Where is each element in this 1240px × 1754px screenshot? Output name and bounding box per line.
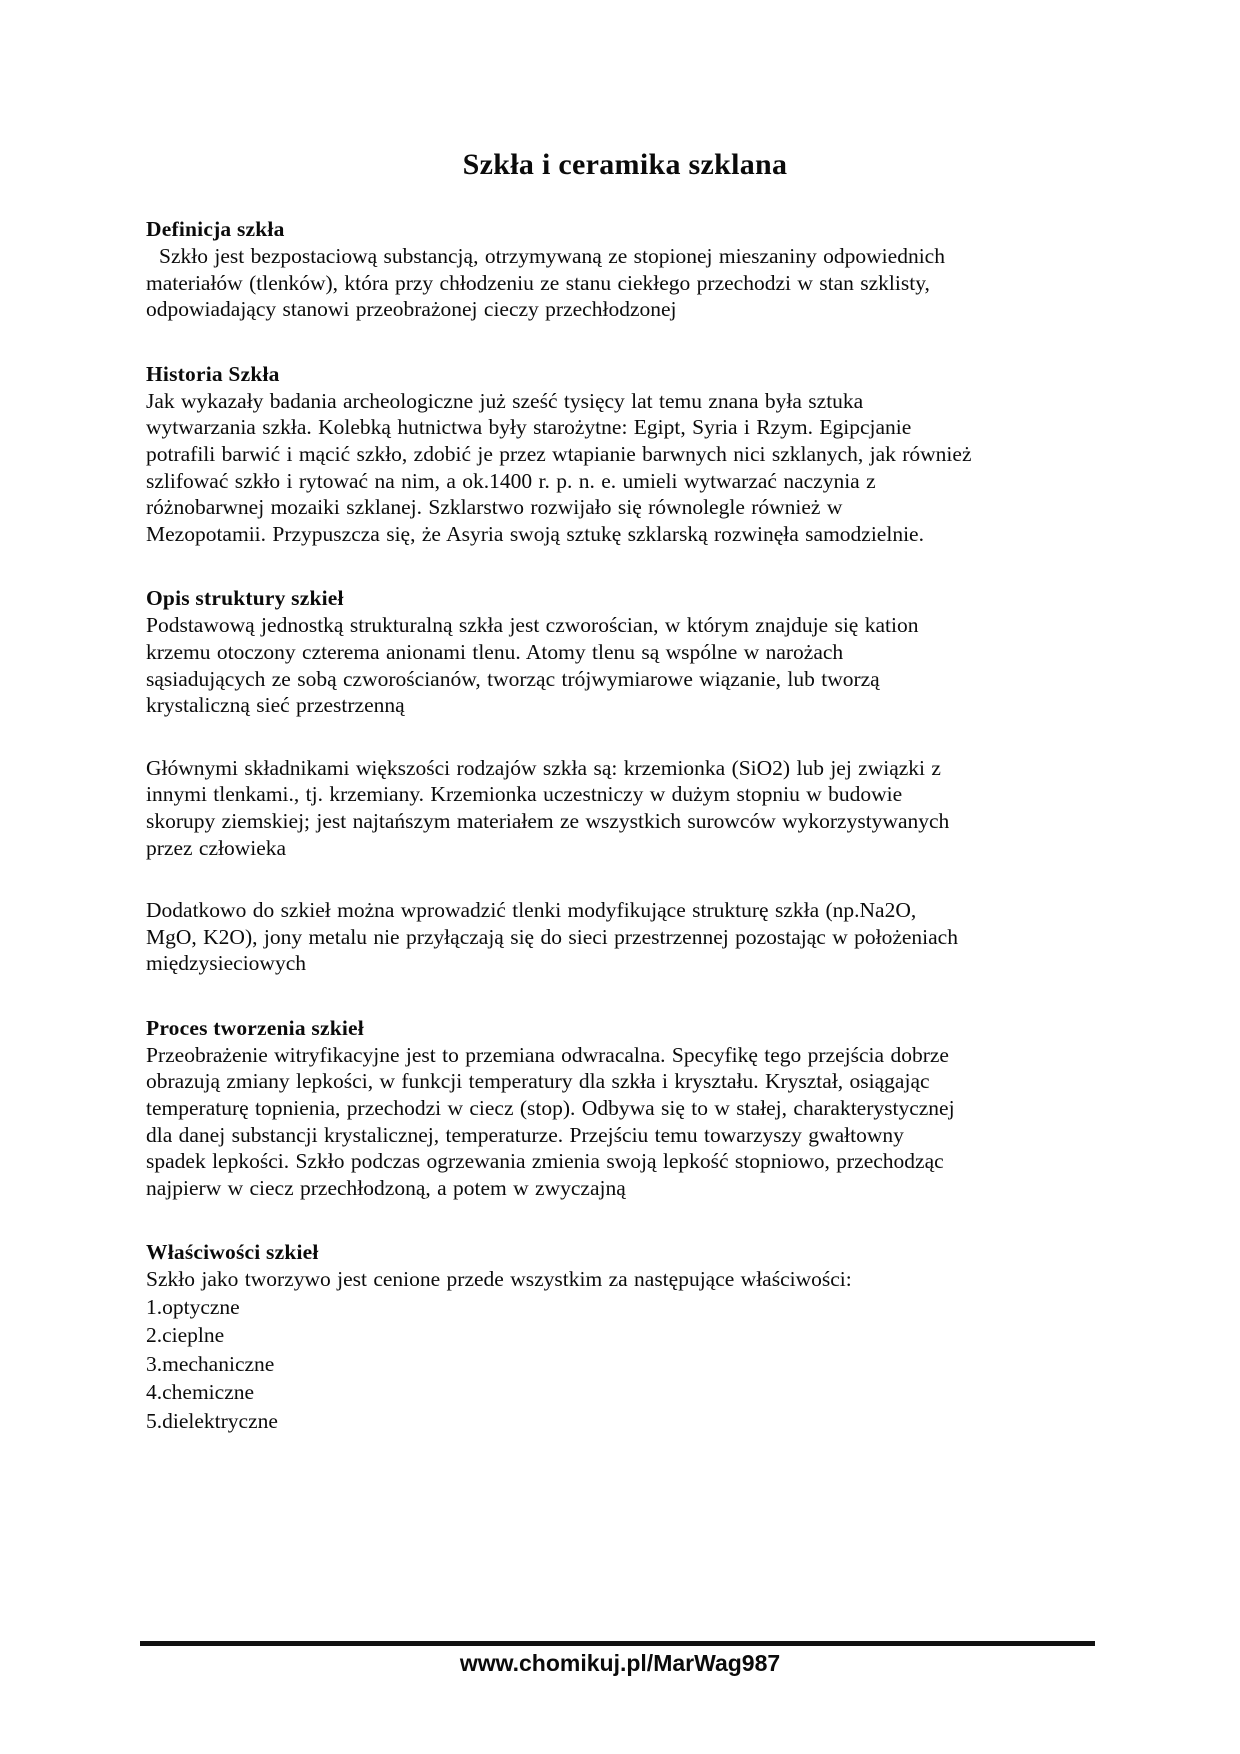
list-item: 2.cieplne <box>146 1323 225 1348</box>
section-definicja-szkla <box>146 216 1104 323</box>
paragraph <box>146 1266 1104 1293</box>
paragraph <box>146 388 1104 548</box>
section-historia-szkla <box>146 361 1104 548</box>
text-line: krzemu otoczony czterema anionami tlenu. Atomy tlenu są wspólne w narożach <box>146 639 844 664</box>
text-line: najpierw w ciecz przechłodzoną, a potem w zwyczajną <box>146 1175 626 1200</box>
section-heading: Właściwości szkieł <box>146 1240 319 1265</box>
text-line: Głównymi składnikami większości rodzajów szkła są: krzemionka (SiO2) lub jej związki z <box>146 755 941 780</box>
list-item: 3.mechaniczne <box>146 1351 275 1376</box>
text-line: Dodatkowo do szkieł można wprowadzić tlenki modyfikujące strukturę szkła (np.Na2O, <box>146 898 917 923</box>
footer-divider <box>140 1641 1095 1646</box>
text-line: Szkło jest bezpostaciową substancją, otrzymywaną ze stopionej mieszaniny odpowiednich <box>159 244 945 268</box>
text-line: Przeobrażenie witryfikacyjne jest to przemiana odwracalna. Specyfikę tego przejścia dobrze <box>146 1042 949 1067</box>
text-line: sąsiadujących ze sobą czworościanów, tworząc trójwymiarowe wiązanie, lub tworzą <box>146 666 880 691</box>
text-line: skorupy ziemskiej; jest najtańszym materiałem ze wszystkich surowców wykorzystywanych <box>146 808 950 833</box>
text-line: obrazują zmiany lepkości, w funkcji temperatury dla szkła i kryształu. Kryształ, osiągając <box>146 1069 930 1094</box>
list-item: 1.optyczne <box>146 1295 240 1320</box>
text-line: temperaturę topnienia, przechodzi w ciecz (stop). Odbywa się to w stałej, charakterystycznej <box>146 1096 955 1121</box>
page-title: Szkła i ceramika szklana <box>462 148 788 181</box>
list-item: 4.chemiczne <box>146 1380 255 1405</box>
text-line: Mezopotamii. Przypuszcza się, że Asyria swoją sztukę szklarską rozwinęła samodzielnie. <box>146 521 924 546</box>
section-heading: Proces tworzenia szkieł <box>146 1015 364 1040</box>
section-heading: Definicja szkła <box>146 217 285 241</box>
text-line: odpowiadający stanowi przeobrażonej cieczy przechłodzonej <box>146 297 677 322</box>
section-heading: Historia Szkła <box>146 361 280 386</box>
footer-url: www.chomikuj.pl/MarWag987 <box>459 1650 781 1676</box>
text-line: Podstawową jednostką strukturalną szkła jest czworościan, w którym znajduje się kation <box>146 613 919 638</box>
section-heading: Opis struktury szkieł <box>146 586 344 611</box>
paragraph <box>146 612 1104 718</box>
text-line: potrafili barwić i mącić szkło, zdobić je przez wtapianie barwnych nici szklanych, jak również <box>146 441 972 466</box>
paragraph <box>146 897 1104 977</box>
text-line: spadek lepkości. Szkło podczas ogrzewania zmienia swoją lepkość stopniowo, przechodząc <box>146 1149 944 1174</box>
text-line: krystaliczną sieć przestrzenną <box>146 693 405 718</box>
text-line: Jak wykazały badania archeologiczne już sześć tysięcy lat temu znana była sztuka <box>146 388 864 413</box>
document-page <box>146 146 1104 1435</box>
list-item: 5.dielektryczne <box>146 1408 278 1433</box>
section-opis-struktury <box>146 585 1104 977</box>
section-wlasciwosci <box>146 1239 1104 1435</box>
section-proces-tworzenia <box>146 1015 1104 1202</box>
paragraph <box>146 755 1104 861</box>
text-line: materiałów (tlenków), która przy chłodzeniu ze stanu ciekłego przechodzi w stan szklisty, <box>146 270 930 295</box>
text-line: innymi tlenkami., tj. krzemiany. Krzemionka uczestniczy w dużym stopniu w budowie <box>146 782 903 807</box>
text-line: MgO, K2O), jony metalu nie przyłączają się do sieci przestrzennej pozostając w położeniach <box>146 924 958 949</box>
properties-list <box>146 1293 1104 1435</box>
text-line: dla danej substancji krystalicznej, temperaturze. Przejściu temu towarzyszy gwałtowny <box>146 1122 904 1147</box>
paragraph <box>146 1042 1104 1202</box>
text-line: szlifować szkło i rytować na nim, a ok.1400 r. p. n. e. umieli wytwarzać naczynia z <box>146 468 876 493</box>
paragraph <box>146 243 1104 323</box>
text-line: przez człowieka <box>146 835 287 860</box>
text-line: wytwarzania szkła. Kolebką hutnictwa były starożytne: Egipt, Syria i Rzym. Egipcjanie <box>146 415 912 440</box>
text-line: Szkło jako tworzywo jest cenione przede wszystkim za następujące właściwości: <box>146 1267 852 1292</box>
text-line: różnobarwnej mozaiki szklanej. Szklarstwo rozwijało się równolegle również w <box>146 495 843 520</box>
text-line: międzysieciowych <box>146 951 307 976</box>
